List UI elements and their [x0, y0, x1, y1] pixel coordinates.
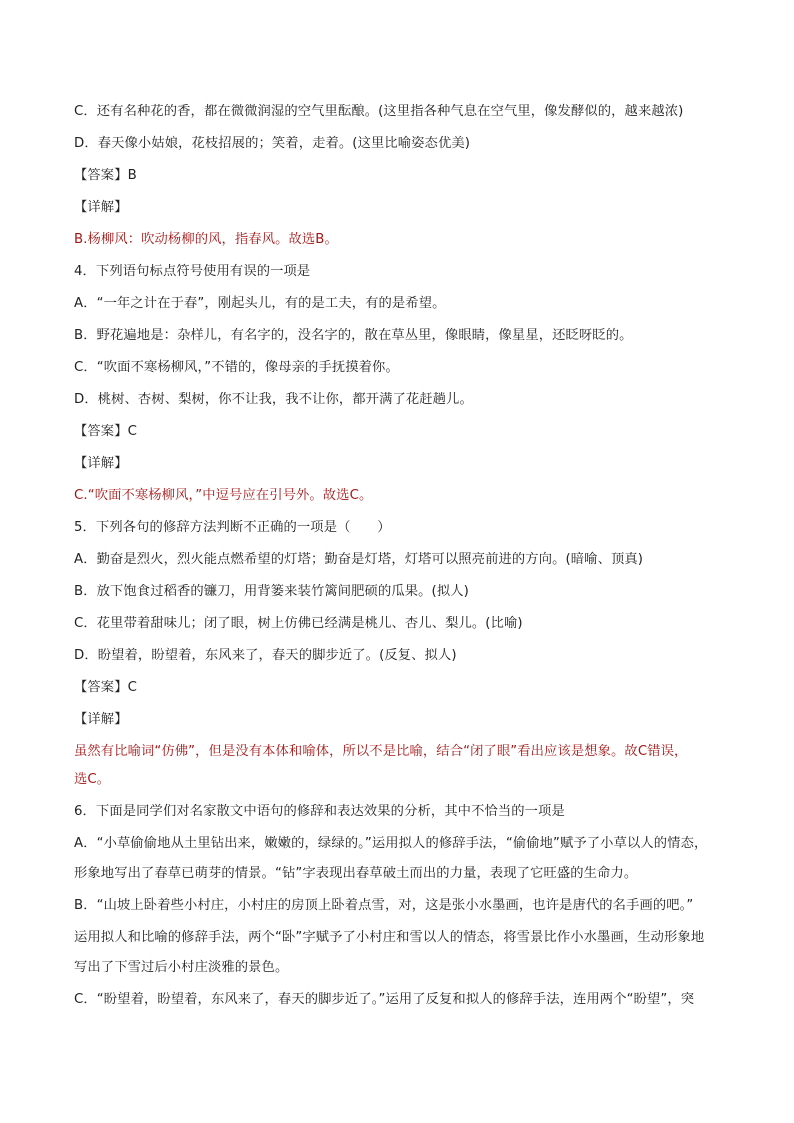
question-5-option-b: B．放下饱食过稻香的镰刀，用背篓来装竹篱间肥硕的瓜果。(拟人)	[74, 584, 469, 599]
explanation-tag: 【详解】	[74, 200, 128, 215]
question-6-stem: 6．下面是同学们对名家散文中语句的修辞和表达效果的分析，其中不恰当的一项是	[74, 804, 565, 819]
explanation-text: C.“吹面不寒杨柳风，”中逗号应在引号外。故选C。	[74, 488, 373, 503]
question-6-option-b-cont2: 写出了下雪过后小村庄淡雅的景色。	[74, 960, 289, 975]
answer-tag: 【答案】B	[74, 168, 137, 183]
question-4-option-c: C．“吹面不寒杨柳风，”不错的，像母亲的手抚摸着你。	[74, 360, 399, 375]
option-c-line: C．还有名种花的香，都在微微润湿的空气里酝酿。(这里指各种气息在空气里，像发酵似的，越来越浓)	[74, 104, 684, 119]
question-5-option-d: D．盼望着，盼望着，东风来了，春天的脚步近了。(反复、拟人)	[74, 648, 457, 663]
explanation-text-cont: 选C。	[74, 772, 111, 787]
question-6-option-b-cont: 运用拟人和比喻的修辞手法，两个“卧”字赋予了小村庄和雪以人的情态，将雪景比作小水墨画，生动形象地	[74, 930, 705, 945]
question-4-option-b: B．野花遍地是：杂样儿，有名字的，没名字的，散在草丛里，像眼睛，像星星，还眨呀眨的。	[74, 328, 633, 343]
explanation-text: 虽然有比喻词“仿佛”，但是没有本体和喻体，所以不是比喻，结合“闭了眼”看出应该是想象。故C错误，	[74, 744, 688, 759]
question-6-option-c: C．“盼望着，盼望着，东风来了，春天的脚步近了。”运用了反复和拟人的修辞手法，连用两个“盼望”，突	[74, 992, 695, 1007]
question-4-option-a: A．“一年之计在于春”，刚起头儿，有的是工夫，有的是希望。	[74, 296, 446, 311]
answer-tag: 【答案】C	[74, 424, 137, 439]
question-5-option-c: C．花里带着甜味儿；闭了眼，树上仿佛已经满是桃儿、杏儿、梨儿。(比喻)	[74, 616, 523, 631]
question-6-option-a: A．“小草偷偷地从土里钻出来，嫩嫩的，绿绿的。”运用拟人的修辞手法，“偷偷地”赋予了小草以人的情态，	[74, 836, 708, 851]
explanation-text: B.杨柳风：吹动杨柳的风，指春风。故选B。	[74, 232, 338, 247]
answer-tag: 【答案】C	[74, 680, 137, 695]
question-5-option-a: A．勤奋是烈火，烈火能点燃希望的灯塔；勤奋是灯塔，灯塔可以照亮前进的方向。(暗喻、顶真)	[74, 552, 644, 567]
explanation-tag: 【详解】	[74, 712, 128, 727]
question-4-option-d: D．桃树、杏树、梨树，你不让我，我不让你，都开满了花赶趟儿。	[74, 392, 473, 407]
question-6-option-a-cont: 形象地写出了春草已萌芽的情景。“钻”字表现出春草破土而出的力量，表现了它旺盛的生命力。	[74, 866, 638, 881]
question-6-option-b: B．“山坡上卧着些小村庄，小村庄的房顶上卧着点雪，对，这是张小水墨画，也许是唐代的名手画的吧。”	[74, 898, 694, 913]
option-d-line: D．春天像小姑娘，花枝招展的；笑着，走着。(这里比喻姿态优美)	[74, 136, 471, 151]
explanation-tag: 【详解】	[74, 456, 128, 471]
question-5-stem: 5．下列各句的修辞方法判断不正确的一项是（ ）	[74, 520, 391, 535]
question-4-stem: 4．下列语句标点符号使用有误的一项是	[74, 264, 311, 279]
